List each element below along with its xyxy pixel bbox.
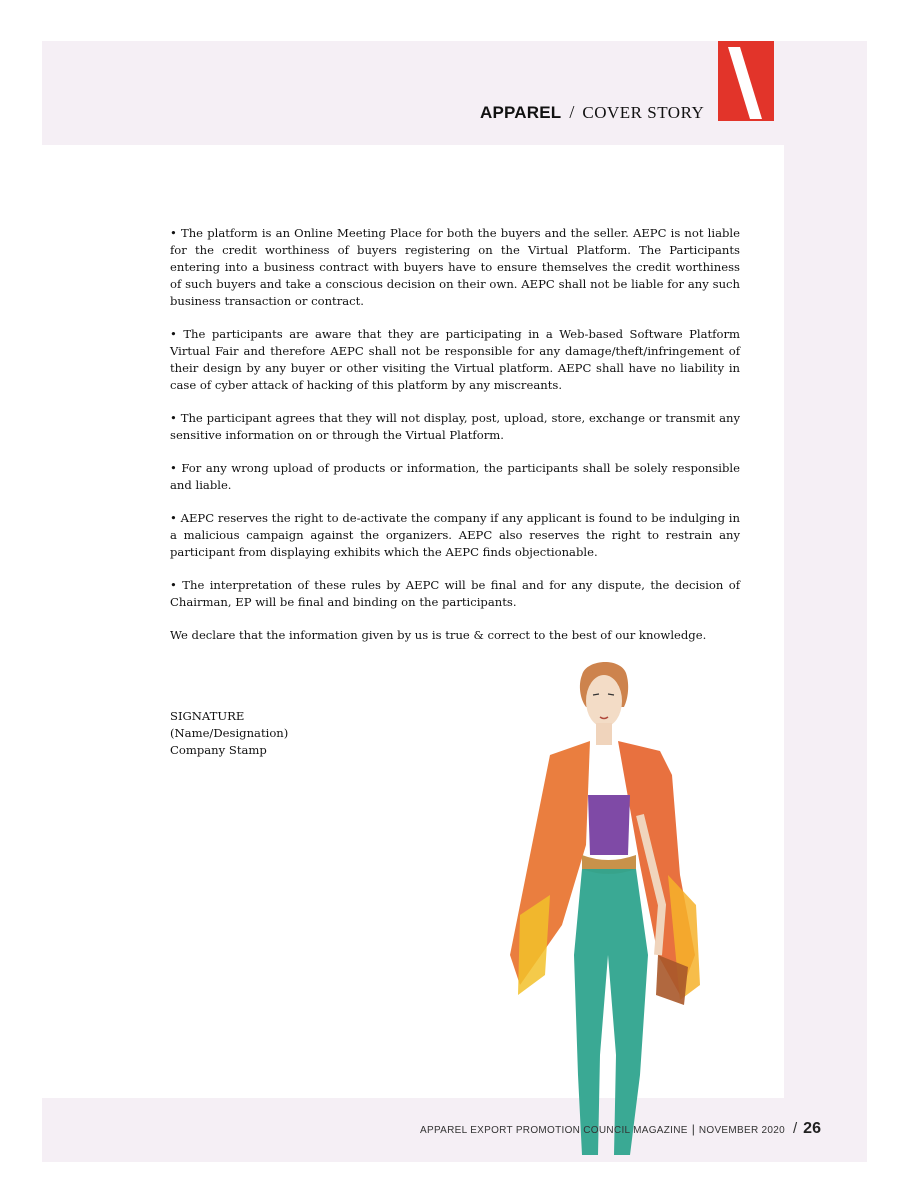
subsection-title: COVER STORY <box>582 103 705 122</box>
term-paragraph: • The platform is an Online Meeting Place for both the buyers and the seller. AEPC is not liable for the credit worthiness of buyers registering on the Virtual Platform. The Participants entering into a business contract with buyers have to ensure themselves the credit worthiness of such buyers and take a conscious decision on their own. AEPC shall not be liable for any such business transaction or contract. <box>170 226 740 308</box>
fashion-model-illustration <box>490 655 720 1162</box>
aepc-logo-icon <box>718 41 774 121</box>
page-number: 26 <box>803 1120 821 1137</box>
term-paragraph: • The participants are aware that they are participating in a Web-based Software Platform Virtual Fair and therefore AEPC shall not be responsible for any damage/theft/infringement of their design by any buyer or other visiting the Virtual platform. AEPC shall have no liability in case of cyber attack of hacking of this platform by any miscreants. <box>170 327 740 392</box>
section-separator: / <box>569 102 575 122</box>
term-paragraph: • AEPC reserves the right to de-activate the company if any applicant is found to be indulging in a malicious campaign against the organizers. AEPC also reserves the right to restrain any participant from displaying exhibits which the AEPC finds objectionable. <box>170 511 740 559</box>
publication-name: APPAREL EXPORT PROMOTION COUNCIL MAGAZINE <box>420 1125 688 1136</box>
footer <box>420 1120 821 1140</box>
company-stamp-label: Company Stamp <box>170 743 267 757</box>
issue-date: NOVEMBER 2020 <box>698 1125 785 1136</box>
footer-separator: | <box>691 1122 695 1136</box>
name-designation-label: (Name/Designation) <box>170 726 289 740</box>
right-margin-band <box>784 145 867 1098</box>
declaration-paragraph: We declare that the information given by us is true & correct to the best of our knowledge. <box>170 628 707 642</box>
footer-slash: / <box>793 1120 798 1137</box>
term-paragraph: • The participant agrees that they will not display, post, upload, store, exchange or transmit any sensitive information on or through the Virtual Platform. <box>170 411 740 442</box>
signature-label: SIGNATURE <box>170 709 245 723</box>
section-header <box>480 102 704 124</box>
term-paragraph: • For any wrong upload of products or information, the participants shall be solely responsible and liable. <box>170 461 740 492</box>
signature-block <box>170 708 370 759</box>
section-title: APPAREL <box>480 103 562 122</box>
terms-body <box>170 225 740 660</box>
term-paragraph: • The interpretation of these rules by AEPC will be final and for any dispute, the decision of Chairman, EP will be final and binding on the participants. <box>170 578 740 609</box>
